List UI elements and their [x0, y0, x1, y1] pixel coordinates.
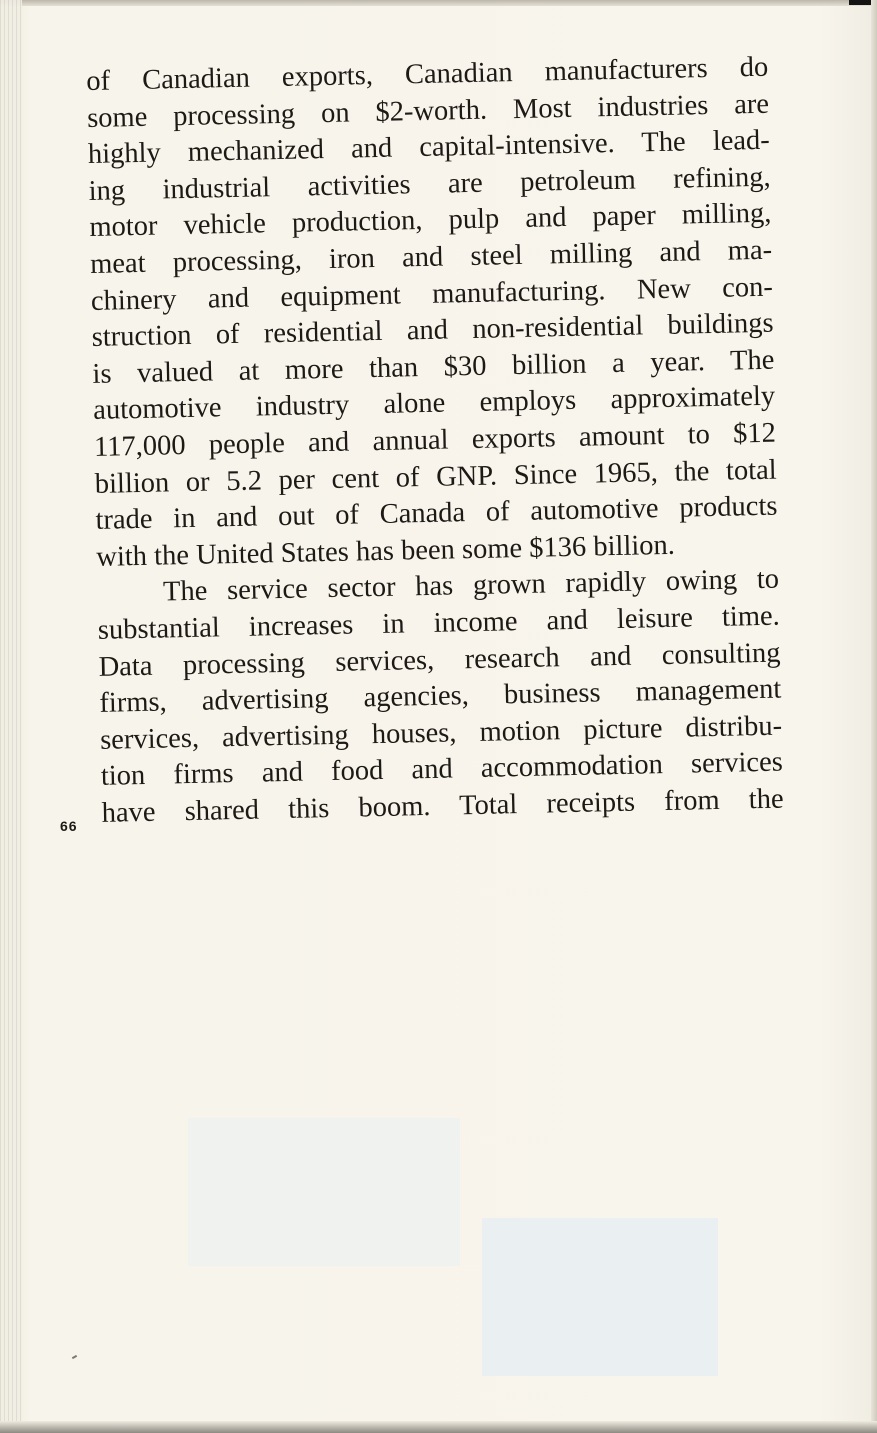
show-through-image — [188, 1118, 460, 1266]
text-line: is valued at more than $30 billion a year. The — [92, 344, 775, 390]
text-line: automotive industry alone employs approximately — [92, 380, 776, 427]
text-line: substantial increases in income and leisure time. — [97, 600, 781, 646]
text-line: chinery and equipment manufacturing. New con- — [90, 271, 774, 317]
text-line: of Canadian exports, Canadian manufacturers do — [86, 51, 769, 97]
margin-mark — [72, 1355, 77, 1359]
body-text — [86, 50, 784, 833]
text-line: billion or 5.2 per cent of GNP. Since 1965, the total — [94, 454, 777, 500]
text-line: tion firms and food and accommodation services — [100, 746, 784, 793]
text-line: meat processing, iron and steel milling and ma- — [89, 234, 773, 280]
text-line: with the United States has been some $136 billion. — [96, 529, 676, 573]
text-line: have shared this boom. Total receipts from the — [101, 783, 784, 829]
text-line: services, advertising houses, motion picture distribu- — [99, 710, 783, 756]
text-line: some processing on $2-worth. Most industries are — [86, 88, 770, 134]
text-line: highly mechanized and capital-intensive. The lead- — [87, 124, 771, 171]
show-through-image — [482, 1218, 718, 1376]
text-line: struction of residential and non-residential buildings — [91, 307, 774, 354]
text-line: ing industrial activities are petroleum refining, — [88, 161, 771, 207]
bottom-page-edge — [0, 1421, 877, 1433]
text-line: firms, advertising agencies, business management — [99, 673, 782, 719]
paragraph-start-line: The service sector has grown rapidly owing to — [162, 563, 780, 608]
text-line: trade in and out of Canada of automotive products — [95, 490, 778, 537]
stacked-page-edges — [0, 0, 22, 1433]
text-line: motor vehicle production, pulp and paper milling, — [89, 198, 772, 244]
page-number: 66 — [60, 818, 78, 834]
text-line: Data processing services, research and consulting — [98, 637, 781, 683]
top-page-edge — [0, 0, 877, 6]
right-page-edge — [871, 0, 877, 1433]
text-line: 117,000 people and annual exports amount to $12 — [93, 417, 777, 463]
